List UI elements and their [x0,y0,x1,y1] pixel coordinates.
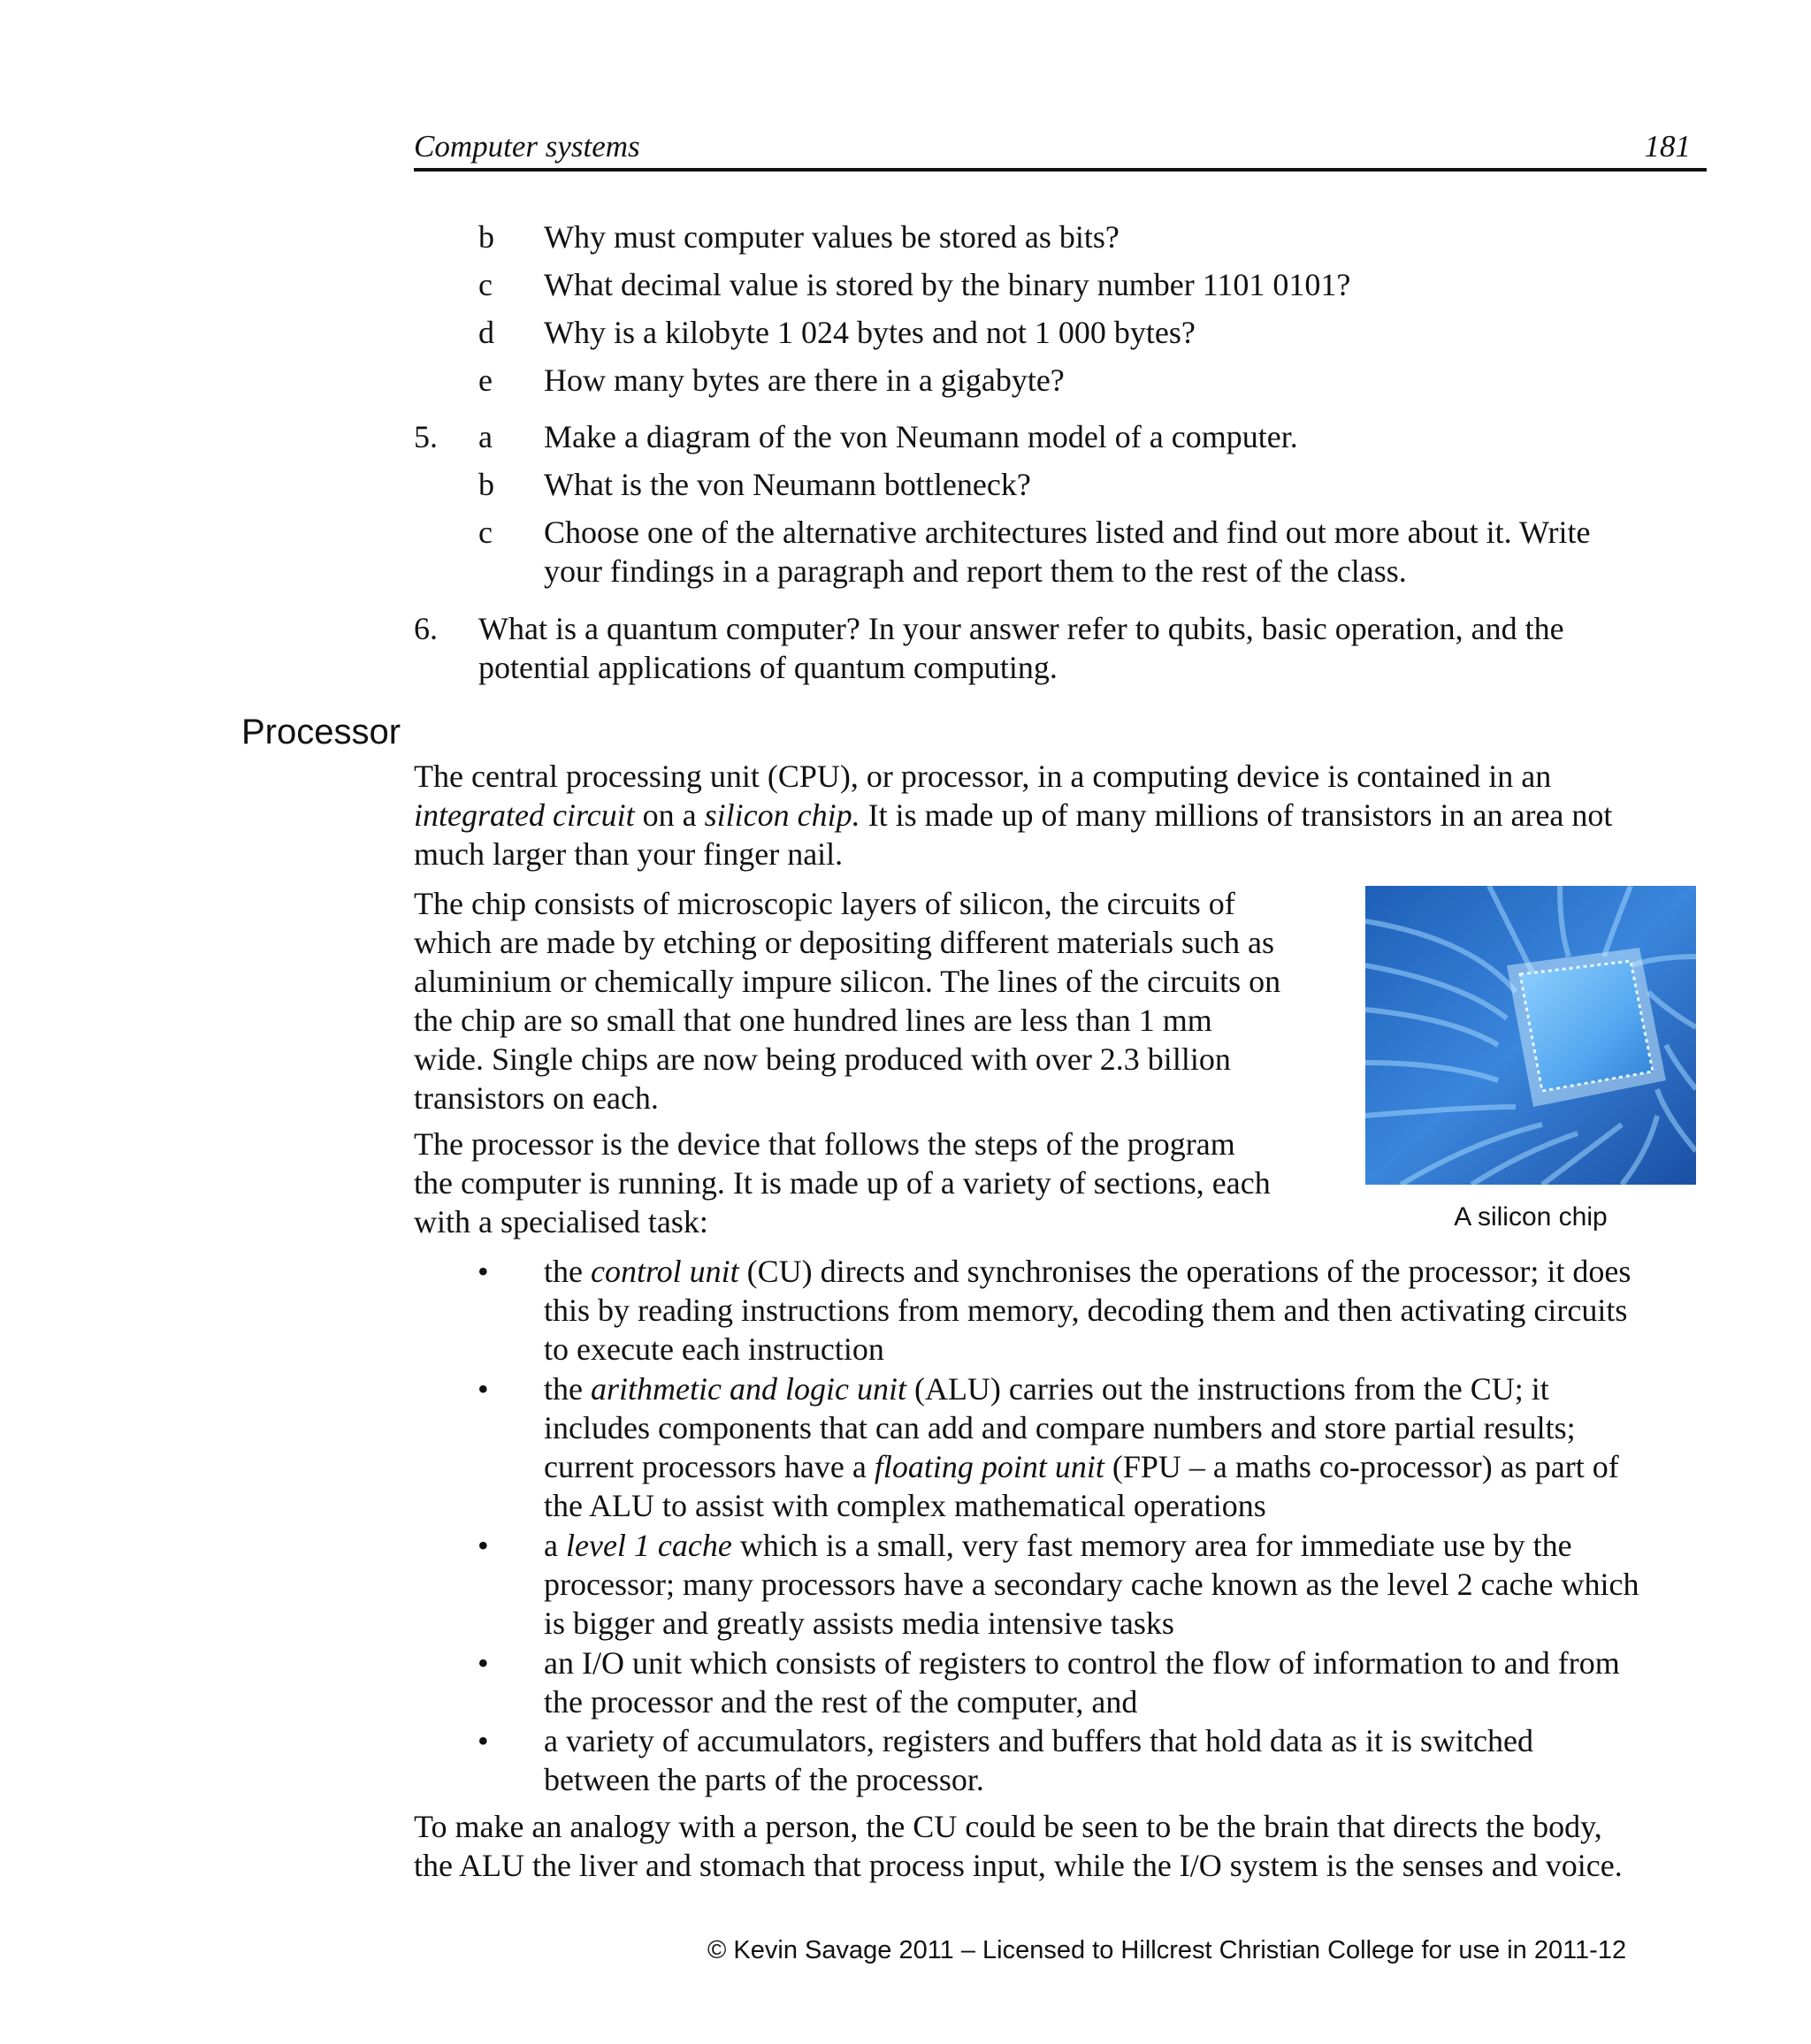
bullet-marker: • [478,1645,489,1681]
paragraph-analogy: To make an analogy with a person, the CU could be seen to be the brain that directs the body, the ALU the liver and stomach that process input, while the I/O system is the senses and voice. [414,1809,1623,1883]
bullet-marker: • [478,1254,489,1289]
question-number: 6. [414,611,438,646]
running-header [414,126,1707,172]
page-number: 181 [1644,129,1691,164]
paragraph-cpu-intro: The central processing unit (CPU), or processor, in a computing device is contained in an integrated circuit on a silicon chip. It is made up of many millions of transistors in an area not much larger than your finger nail. [414,759,1613,872]
list-item-control-unit: the control unit (CU) directs and synchronises the operations of the processor; it does this by reading instructions from memory, decoding them and then activating circuits to execute each instruction [544,1254,1631,1367]
paragraph-processor-sections: The processor is the device that follows the steps of the program the computer is running. It is made up of a variety of sections, each with a specialised task: [414,1126,1271,1239]
list-item-io-unit: an I/O unit which consists of registers to control the flow of information to and from the processor and the rest of the computer, and [544,1645,1620,1720]
silicon-chip-image [1365,886,1696,1185]
paragraph-chip-layers: The chip consists of microscopic layers of silicon, the circuits of which are made by etching or depositing different materials such as aluminium or chemically impure silicon. The lines of the circuits on the chip are so small that one hundred lines are less than 1 mm wide. Single chips are now being produced with over 2.3 billion transistors on each. [414,886,1281,1116]
bullet-marker: • [478,1528,489,1563]
list-item-alu: the arithmetic and logic unit (ALU) carries out the instructions from the CU; it includes components that can add and compare numbers and store partial results; current processors have a floating point unit (FPU – a maths co-processor) as part of the ALU to assist with complex mathematical operations [544,1371,1619,1523]
question-number: 5. [414,419,438,454]
running-header-title: Computer systems [414,129,640,164]
bullet-marker: • [478,1371,489,1407]
silicon-chip-photo-icon [1365,886,1696,1185]
bullet-marker: • [478,1723,489,1758]
list-item-cache: a level 1 cache which is a small, very fast memory area for immediate use by the processor; many processors have a secondary cache known as the level 2 cache which is bigger and greatly assists media intensive tasks [544,1528,1639,1641]
figure-caption: A silicon chip [1454,1202,1608,1232]
list-item-accumulators: a variety of accumulators, registers and buffers that hold data as it is switched between the parts of the processor. [544,1723,1533,1797]
copyright-footer: © Kevin Savage 2011 – Licensed to Hillcrest Christian College for use in 2011-12 [707,1936,1627,1964]
section-heading: Processor [241,713,401,751]
